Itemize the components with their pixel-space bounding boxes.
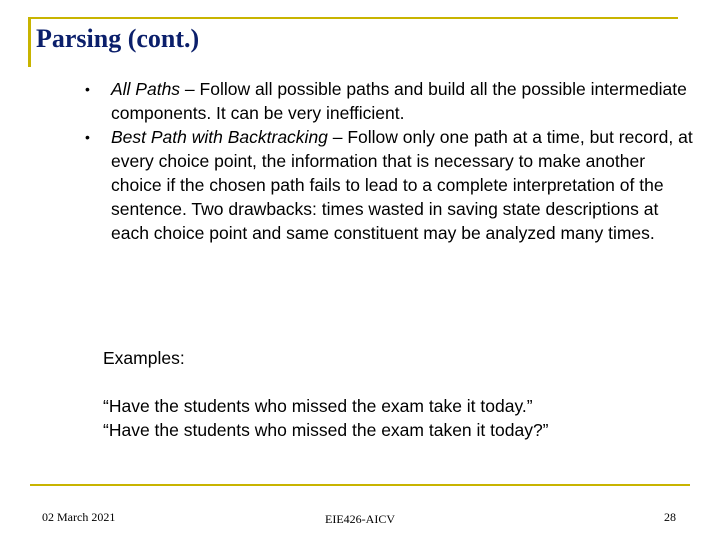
bullet-text: – Follow only one path at a time, but record, at every choice point, the information that is necessary to make another choice if the chosen path fails to lead to a complete interpretation of the sentence. Two drawbacks: times wasted in saving state descriptions at each choice point and same constituent may be analyzed many times.: [111, 127, 693, 243]
bullet-term: All Paths: [111, 79, 181, 99]
page-number: 28: [664, 510, 676, 524]
bullet-item: [78, 125, 698, 245]
bullet-term: Best Path with Backtracking: [111, 127, 328, 147]
example-sentence: “Have the students who missed the exam taken it today?”: [103, 420, 549, 440]
bullet-text: – Follow all possible paths and build all the possible intermediate components. It can be very inefficient.: [111, 79, 687, 123]
bullet-list: [78, 77, 698, 245]
footer-course-code: EIE426-AICV: [325, 512, 395, 526]
bullet-dot-icon: •: [85, 81, 90, 97]
footer-date: 02 March 2021: [42, 510, 116, 524]
examples-heading: Examples:: [103, 348, 185, 368]
bullet-item: [78, 77, 698, 125]
footer-divider: [30, 484, 690, 486]
title-frame-left-bar: [28, 17, 31, 67]
slide-title: Parsing (cont.): [36, 24, 200, 53]
examples-block: [103, 346, 703, 442]
title-frame-top-line: [30, 17, 678, 19]
example-sentence: “Have the students who missed the exam take it today.”: [103, 396, 533, 416]
bullet-dot-icon: •: [85, 129, 90, 145]
